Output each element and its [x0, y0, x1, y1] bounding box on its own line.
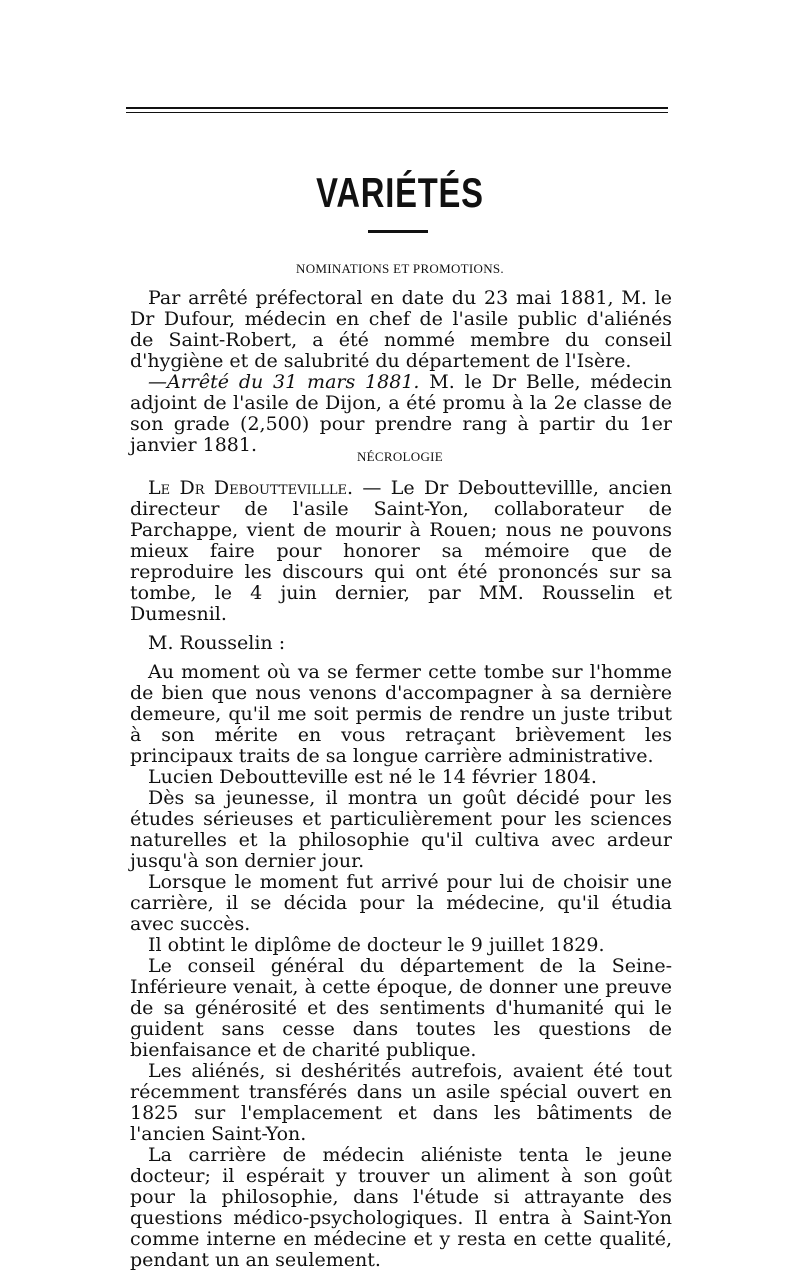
top-rule — [126, 107, 668, 109]
necrologie-intro — [130, 478, 672, 625]
speech-paragraph: Dès sa jeunesse, il montra un goût décidé pour les études sérieuses et particulièrement pour les sciences naturelles et la philosophie qu'il cultiva avec ardeur jusqu'à son dernier jour. — [130, 787, 672, 872]
top-rule-thin — [126, 112, 668, 113]
speech-paragraph: Les aliénés, si deshérités autrefois, avaient été tout récemment transférés dans un asile spécial ouvert en 1825 sur l'emplacement et dans les bâtiments de l'ancien Saint-Yon. — [130, 1060, 672, 1145]
speaker-label: M. Rousselin : — [148, 632, 286, 654]
decree-date: —Arrêté du 31 mars 1881. — [148, 371, 420, 393]
nominations-paragraph-2 — [130, 372, 672, 456]
nominations-paragraph-1: Par arrêté préfectoral en date du 23 mai 1881, M. le Dr Dufour, médecin en chef de l'asile public d'aliénés de Saint-Robert, a été nommé membre du conseil d'hygiène et de salubrité du département de l'Isère. — [130, 287, 672, 372]
title-underline — [368, 230, 428, 233]
necrologie-body — [130, 478, 672, 1271]
speech-paragraph: Lucien Deboutteville est né le 14 février 1804. — [148, 766, 597, 788]
obituary-name: Le Dr Debouttevillle. — — [148, 477, 382, 499]
nominations-body — [130, 288, 672, 456]
page-title: VARIÉTÉS — [316, 169, 484, 216]
speech-paragraph: Lorsque le moment fut arrivé pour lui de choisir une carrière, il se décida pour la médecine, qu'il étudia avec succès. — [130, 871, 672, 935]
speech-paragraph: Il obtint le diplôme de docteur le 9 juillet 1829. — [148, 934, 605, 956]
speech-paragraph: Le conseil général du département de la Seine-Inférieure venait, à cette époque, de donner une preuve de sa générosité et des sentiments d'humanité qui le guident sans cesse dans toutes les questions de bienfaisance et de charité publique. — [130, 955, 672, 1061]
speech-paragraph: La carrière de médecin aliéniste tenta le jeune docteur; il espérait y trouver un aliment à son goût pour la philosophie, dans l'étude si attrayante des questions médico-psychologiques. Il entra à Saint-Yon comme interne en médecine et y resta en cette qualité, pendant un an seulement. — [130, 1144, 672, 1271]
decree-text: M. le Dr Belle, médecin adjoint de l'asile de Dijon, a été promu à la 2e classe de son grade (2,500) pour prendre rang à partir du 1er janvier 1881. — [130, 371, 672, 456]
section-heading-nominations: NOMINATIONS ET PROMOTIONS. — [296, 261, 504, 276]
speech-paragraph: Au moment où va se fermer cette tombe sur l'homme de bien que nous venons d'accompagner à sa dernière demeure, qu'il me soit permis de rendre un juste tribut à son mérite en vous retraçant brièvement les principaux traits de sa longue carrière administrative. — [130, 661, 672, 767]
section-heading-necrologie: NÉCROLOGIE — [356, 449, 444, 464]
obituary-intro-text: Le Dr Debouttevillle, ancien directeur de l'asile Saint-Yon, collaborateur de Parchappe, vient de mourir à Rouen; nous ne pouvons mieux faire pour honorer sa mémoire que de reproduire les discours qui ont été prononcés sur sa tombe, le 4 juin dernier, par MM. Rousselin et Dumesnil. — [130, 477, 672, 625]
